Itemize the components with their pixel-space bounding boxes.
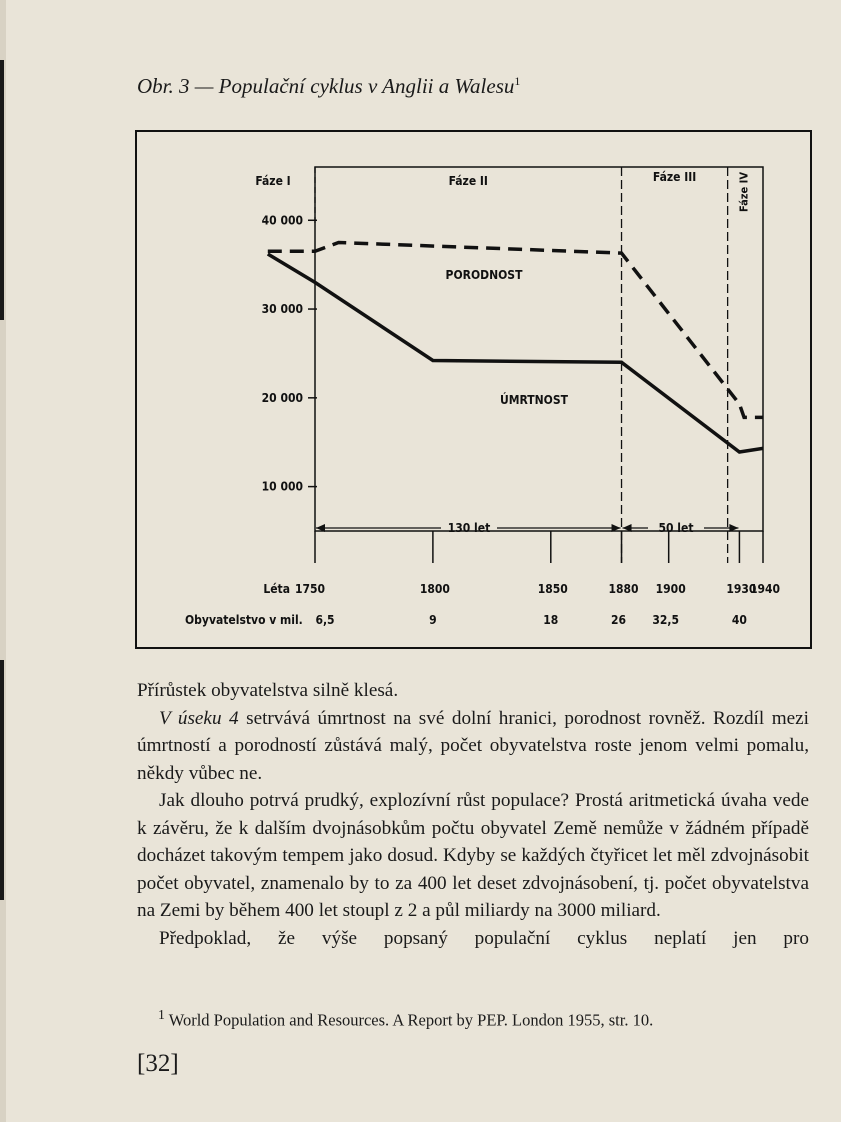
population-value: 9 [429,613,437,627]
x-tick-label: 1850 [537,582,568,596]
spine-binding-mark [0,660,4,900]
series-label: ÚMRTNOST [499,393,569,407]
population-cycle-chart [135,130,812,650]
x-tick-label: 1900 [655,582,686,596]
body-text [137,677,809,952]
plot-frame [315,167,763,531]
paragraph-2-italic: V úseku 4 [159,707,239,729]
footnote [158,1007,653,1031]
span-label: 130 let [447,521,491,535]
series-line-death-rate [268,254,763,452]
y-tick-label: 10 000 [261,479,303,494]
x-tick-label: 1800 [419,582,450,596]
figure-caption [137,74,520,99]
x-tick-label: 1930 [726,582,757,596]
x-tick-label: 1880 [608,582,639,596]
population-value: 32,5 [652,613,680,627]
x-axis-label: Léta [263,582,290,596]
y-tick-label: 30 000 [261,302,303,317]
span-label: 50 let [658,521,694,535]
y-tick-label: 40 000 [261,213,303,228]
y-tick-label: 20 000 [261,390,303,405]
page-number: [32] [137,1050,179,1077]
phase-label: Fáze IV [737,171,751,213]
x-tick-label: 1940 [749,582,781,596]
footnote-text: World Population and Resources. A Report by PEP. London 1955, str. 10. [164,1010,654,1030]
population-value: 18 [543,613,559,627]
paragraph-2-text: setrvává úmrtnost na své dolní hranici, porodnost rovněž. Rozdíl mezi úmrtností a porodností zůstává malý, počet obyvatelstva roste jenom velmi pomalu, někdy vůbec ne. [137,707,809,784]
paragraph-1: Přírůstek obyvatelstva silně klesá. [137,680,399,701]
phase-label: Fáze II [448,174,488,188]
population-label: Obyvatelstvo v mil. [185,613,303,627]
paragraph-4: Předpoklad, že výše popsaný populační cyklus neplatí jen pro [159,927,809,949]
figure-caption-text: Obr. 3 — Populační cyklus v Anglii a Walesu [137,74,515,98]
population-value: 26 [611,613,627,627]
paragraph-2 [137,705,809,788]
figure-frame [136,131,811,648]
footnote-mark: 1 [158,1007,165,1022]
series-label: PORODNOST [445,268,523,282]
x-tick-label: 1750 [294,582,326,596]
population-value: 6,5 [315,613,335,627]
phase-label: Fáze III [652,170,697,184]
paragraph-3: Jak dlouho potrvá prudký, explozívní růst populace? Prostá aritmetická úvaha vede k závěru, že k dalším dvojnásobkům počtu obyvatel Země nemůže v žádném případě docházet takovým tempem jako dosud. Kdyby se každých čtyřicet let měl zdvojnásobit počet obyvatel, znamenalo by to za 400 let deset zdvojnásobení, tj. počet obyvatelstva na Zemi by během 400 let stoupl z 2 a půl miliardy na 3000 miliard. [137,790,809,921]
spine-binding-mark [0,60,4,320]
population-value: 40 [731,613,747,627]
phase-label: Fáze I [255,174,291,188]
caption-footnote-mark: 1 [514,74,521,88]
